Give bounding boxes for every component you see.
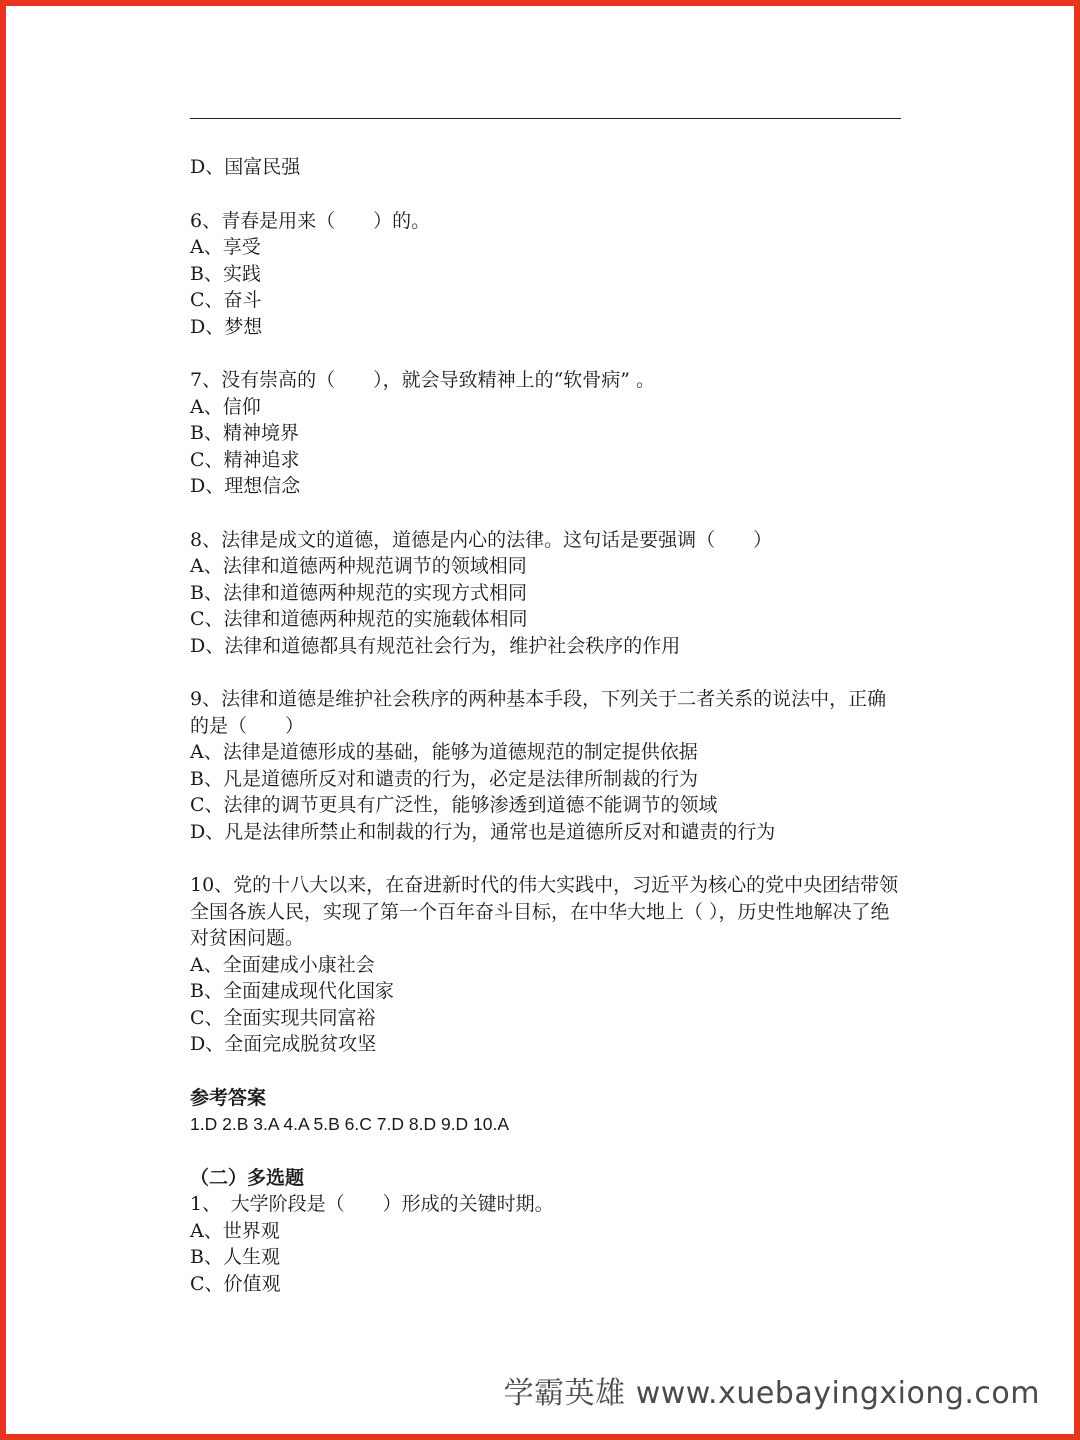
option-a: A、全面建成小康社会	[190, 953, 375, 976]
option-b: B、法律和道德两种规范的实现方式相同	[190, 581, 527, 604]
document-content	[190, 154, 905, 1324]
option-a: A、信仰	[190, 395, 261, 418]
option-d: D、理想信念	[190, 475, 301, 497]
question-stem: 1、 大学阶段是（ ）形成的关键时期。	[190, 1193, 554, 1215]
question-stem: 7、没有崇高的（ ），就会导致精神上的“软骨病” 。	[190, 369, 656, 391]
watermark: 学霸英雄 www.xuebayingxiong.com	[503, 1376, 1040, 1411]
question-stem: 9、法律和道德是维护社会秩序的两种基本手段，下列关于二者关系的说法中，正确的是（ ）	[190, 688, 887, 737]
question-7	[190, 367, 905, 500]
option-b: B、凡是道德所反对和谴责的行为，必定是法律所制裁的行为	[190, 767, 698, 790]
answer-line: 1.D 2.B 3.A 4.A 5.B 6.C 7.D 8.D 9.D 10.A	[190, 1114, 510, 1134]
option-c: C、价值观	[190, 1272, 281, 1295]
question-10	[190, 872, 905, 1058]
question-6	[190, 208, 905, 341]
option-b: B、精神境界	[190, 422, 299, 444]
option-a: A、享受	[190, 236, 261, 258]
option-d: D、梦想	[190, 315, 263, 338]
option-b: B、实践	[190, 262, 261, 285]
question-stem: 10、党的十八大以来，在奋进新时代的伟大实践中，习近平为核心的党中央团结带领全国各族人民，实现了第一个百年奋斗目标，在中华大地上（ ），历史性地解决了绝对贫困问题。	[190, 874, 899, 949]
header-rule	[190, 118, 901, 119]
option-c: C、精神追求	[190, 448, 300, 471]
answer-key	[190, 1085, 905, 1138]
option-d: D、凡是法律所禁止和制裁的行为，通常也是道德所反对和谴责的行为	[190, 820, 776, 843]
answer-heading: 参考答案	[190, 1086, 267, 1109]
option-c: C、法律和道德两种规范的实施载体相同	[190, 608, 528, 630]
question-stem: 8、法律是成文的道德，道德是内心的法律。这句话是要强调（ ）	[190, 528, 773, 551]
option-b: B、人生观	[190, 1246, 280, 1268]
multi-choice-section	[190, 1165, 905, 1298]
option-a: A、法律是道德形成的基础，能够为道德规范的制定提供依据	[190, 741, 698, 763]
question-stem: 6、青春是用来（ ）的。	[190, 209, 431, 232]
option-d: D、全面完成脱贫攻坚	[190, 1033, 377, 1055]
option-a: A、世界观	[190, 1219, 280, 1242]
option-c: C、法律的调节更具有广泛性，能够渗透到道德不能调节的领域	[190, 794, 718, 816]
option-b: B、全面建成现代化国家	[190, 980, 394, 1002]
question-9	[190, 686, 905, 845]
question-8	[190, 527, 905, 660]
option-c: C、全面实现共同富裕	[190, 1006, 376, 1029]
option-d: D、法律和道德都具有规范社会行为，维护社会秩序的作用	[190, 634, 681, 657]
option-text: D、国富民强	[190, 156, 301, 178]
section-heading: （二）多选题	[190, 1166, 305, 1189]
option-a: A、法律和道德两种规范调节的领域相同	[190, 555, 527, 577]
option-c: C、奋斗	[190, 289, 262, 311]
